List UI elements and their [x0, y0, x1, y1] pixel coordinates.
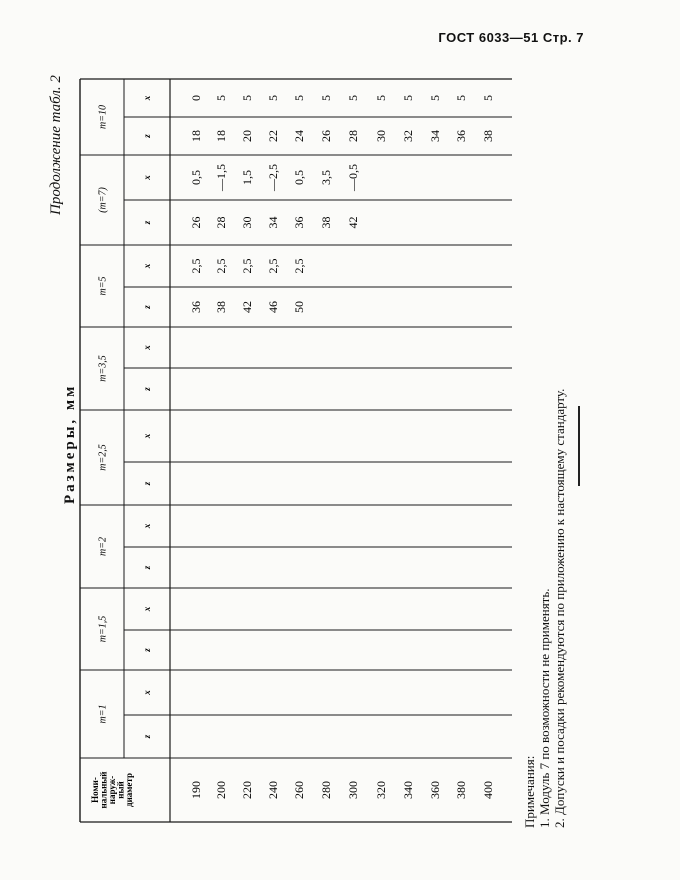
cell-z: 46: [266, 301, 280, 313]
cell-x: 5: [401, 95, 415, 101]
row-diameter: 280: [319, 781, 333, 799]
cell-z: 30: [374, 130, 388, 142]
sub-header-x: x: [142, 606, 152, 612]
sub-header-z: z: [142, 220, 152, 225]
standard-number: ГОСТ 6033—51: [438, 30, 539, 45]
cell-x: 2,5: [292, 258, 306, 274]
cell-x: —0,5: [346, 164, 360, 191]
row-diameter: 190: [189, 781, 203, 799]
cell-x: 5: [266, 95, 280, 101]
page-number: Стр. 7: [542, 30, 584, 45]
sub-header-x: x: [142, 433, 152, 439]
cell-z: 36: [454, 130, 468, 142]
cell-z: 42: [346, 216, 360, 229]
sub-header-z: z: [142, 387, 152, 391]
sub-header-z: z: [142, 734, 152, 739]
module-label: m=3,5: [97, 355, 109, 382]
cell-z: 38: [481, 130, 495, 142]
cell-x: 1,5: [240, 170, 254, 185]
module-label: m=1: [97, 704, 109, 724]
cell-x: 5: [292, 95, 306, 101]
nominal-header-line: ный: [115, 781, 126, 799]
cell-x: 5: [481, 95, 495, 101]
cell-z: 34: [428, 130, 442, 142]
cell-z: 38: [319, 216, 333, 229]
cell-z: 26: [189, 216, 203, 229]
row-diameter: 220: [240, 781, 254, 799]
row-diameter: 320: [374, 781, 388, 799]
row-diameter: 300: [346, 781, 360, 799]
row-diameter: 240: [266, 781, 280, 799]
cell-z: 30: [240, 216, 254, 229]
cell-z: 26: [319, 130, 333, 142]
cell-x: 0,5: [292, 170, 306, 185]
module-label: m=5: [97, 276, 109, 296]
row-diameter: 400: [481, 781, 495, 799]
cell-x: 3,5: [319, 170, 333, 185]
nominal-header-line: диаметр: [124, 773, 134, 807]
sub-header-z: z: [142, 305, 152, 309]
cell-z: 32: [401, 130, 415, 142]
sub-header-x: x: [142, 523, 152, 529]
cell-z: 18: [189, 130, 203, 142]
sub-header-x: x: [142, 95, 152, 101]
cell-z: 28: [214, 216, 228, 229]
row-diameter: 360: [428, 781, 442, 799]
cell-z: 24: [292, 130, 306, 142]
sub-header-z: z: [142, 565, 152, 570]
cell-x: 5: [454, 95, 468, 101]
cell-z: 38: [214, 301, 228, 313]
cell-z: 42: [240, 301, 254, 313]
sub-header-x: x: [142, 263, 152, 269]
cell-z: 50: [292, 301, 306, 313]
sub-header-x: x: [142, 690, 152, 695]
row-diameter: 260: [292, 781, 306, 799]
sub-header-z: z: [142, 481, 152, 486]
cell-x: 5: [319, 95, 333, 101]
sub-header-z: z: [142, 648, 152, 652]
module-label: m=10: [97, 105, 109, 129]
cell-z: 22: [266, 130, 280, 142]
cell-x: 5: [240, 95, 254, 101]
cell-x: 2,5: [189, 258, 203, 274]
row-diameter: 380: [454, 781, 468, 799]
cell-z: 28: [346, 130, 360, 142]
cell-z: 34: [266, 216, 280, 229]
cell-z: 18: [214, 130, 228, 142]
cell-x: —1,5: [214, 164, 228, 191]
module-label: m=2: [97, 537, 109, 556]
cell-x: 5: [428, 95, 442, 101]
cell-x: 2,5: [214, 258, 228, 274]
cell-z: 36: [189, 301, 203, 313]
vertical-dash: [578, 406, 580, 486]
module-label: m=2,5: [97, 444, 109, 471]
nominal-header-line: нальный: [98, 771, 109, 809]
nominal-header-line: наруж-: [107, 775, 117, 805]
row-diameter: 200: [214, 781, 228, 799]
cell-x: 0: [189, 95, 203, 101]
sub-header-x: x: [142, 175, 152, 180]
cell-x: 5: [214, 95, 228, 101]
row-diameter: 340: [401, 781, 415, 799]
cell-x: 0,5: [189, 170, 203, 185]
cell-x: 2,5: [266, 258, 280, 274]
sub-header-x: x: [142, 345, 152, 350]
cell-x: 2,5: [240, 258, 254, 274]
cell-z: 20: [240, 130, 254, 142]
sub-header-z: z: [142, 134, 152, 138]
cell-x: 5: [346, 95, 360, 101]
cell-x: —2,5: [266, 164, 280, 191]
module-label: m=1,5: [97, 615, 109, 643]
cell-x: 5: [374, 95, 388, 101]
cell-z: 36: [292, 216, 306, 229]
module-label: (m=7): [97, 187, 109, 213]
nominal-header-line: Номи-: [90, 777, 100, 803]
